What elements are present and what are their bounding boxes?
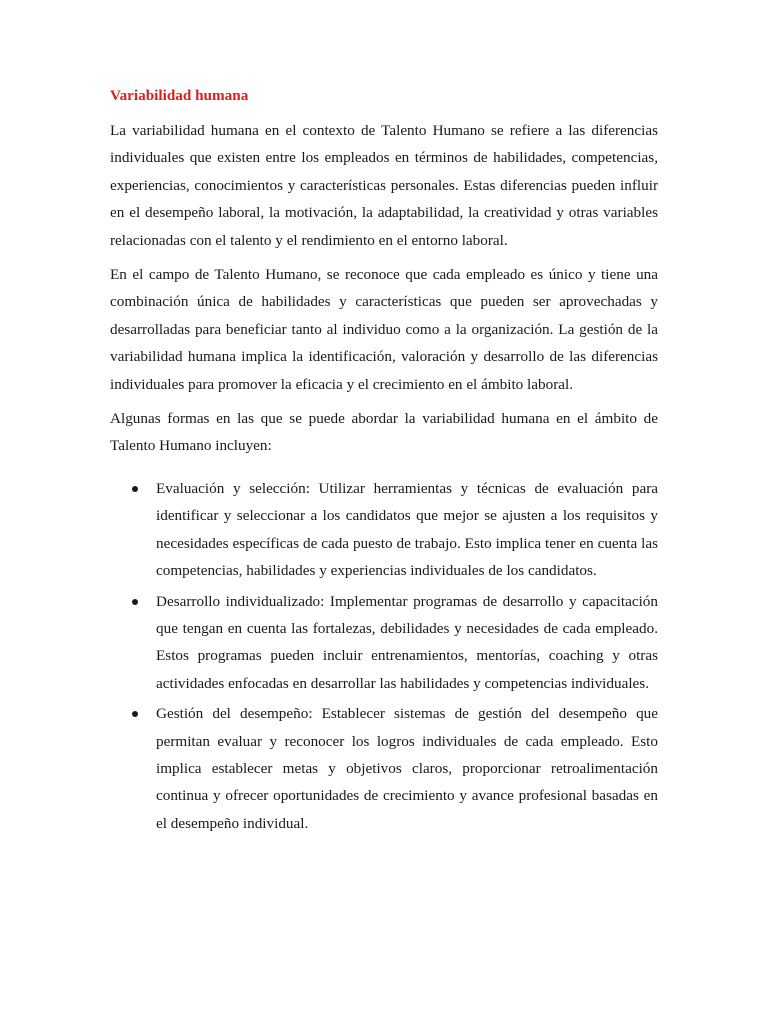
paragraph-list-intro: Algunas formas en las que se puede abordar la variabilidad humana en el ámbito de Talento Humano incluyen: — [110, 410, 658, 455]
bullet-icon — [132, 599, 138, 605]
document-title: Variabilidad humana — [110, 87, 249, 104]
list-item — [110, 588, 658, 698]
list-item — [110, 700, 658, 837]
list-item — [110, 475, 658, 585]
bullet-list — [110, 475, 658, 837]
list-item-text: Desarrollo individualizado: Implementar programas de desarrollo y capacitación que tengan en cuenta las fortalezas, debilidades y necesidades de cada empleado. Estos programas pueden incluir entrenamientos, mentorías, coaching y otras actividades enfocadas en desarrollar las habilidades y competencias individuales. — [156, 592, 658, 692]
paragraph-intro: La variabilidad humana en el contexto de Talento Humano se refiere a las diferencias individuales que existen entre los empleados en términos de habilidades, competencias, experiencias, conocimientos y características personales. Estas diferencias pueden influir en el desempeño laboral, la motivación, la adaptabilidad, la creatividad y otras variables relacionadas con el talento y el rendimiento en el entorno laboral. — [110, 122, 658, 249]
bullet-icon — [132, 711, 138, 717]
paragraph-talento-humano: En el campo de Talento Humano, se reconoce que cada empleado es único y tiene una combinación única de habilidades y características que pueden ser aprovechadas y desarrolladas para beneficiar tanto al individuo como a la organización. La gestión de la variabilidad humana implica la identificación, valoración y desarrollo de las diferencias individuales para promover la eficacia y el crecimiento en el ámbito laboral. — [110, 266, 658, 393]
list-item-text: Gestión del desempeño: Establecer sistemas de gestión del desempeño que permitan evaluar y reconocer los logros individuales de cada empleado. Esto implica establecer metas y objetivos claros, proporcionar retroalimentación continua y ofrecer oportunidades de crecimiento y avance profesional basadas en el desempeño individual. — [156, 705, 658, 832]
bullet-icon — [132, 486, 138, 492]
list-item-text: Evaluación y selección: Utilizar herramientas y técnicas de evaluación para identificar y seleccionar a los candidatos que mejor se ajusten a los requisitos y necesidades específicas de cada puesto de trabajo. Esto implica tener en cuenta las competencias, habilidades y experiencias individuales de los candidatos. — [156, 479, 658, 580]
document-page — [110, 82, 658, 840]
